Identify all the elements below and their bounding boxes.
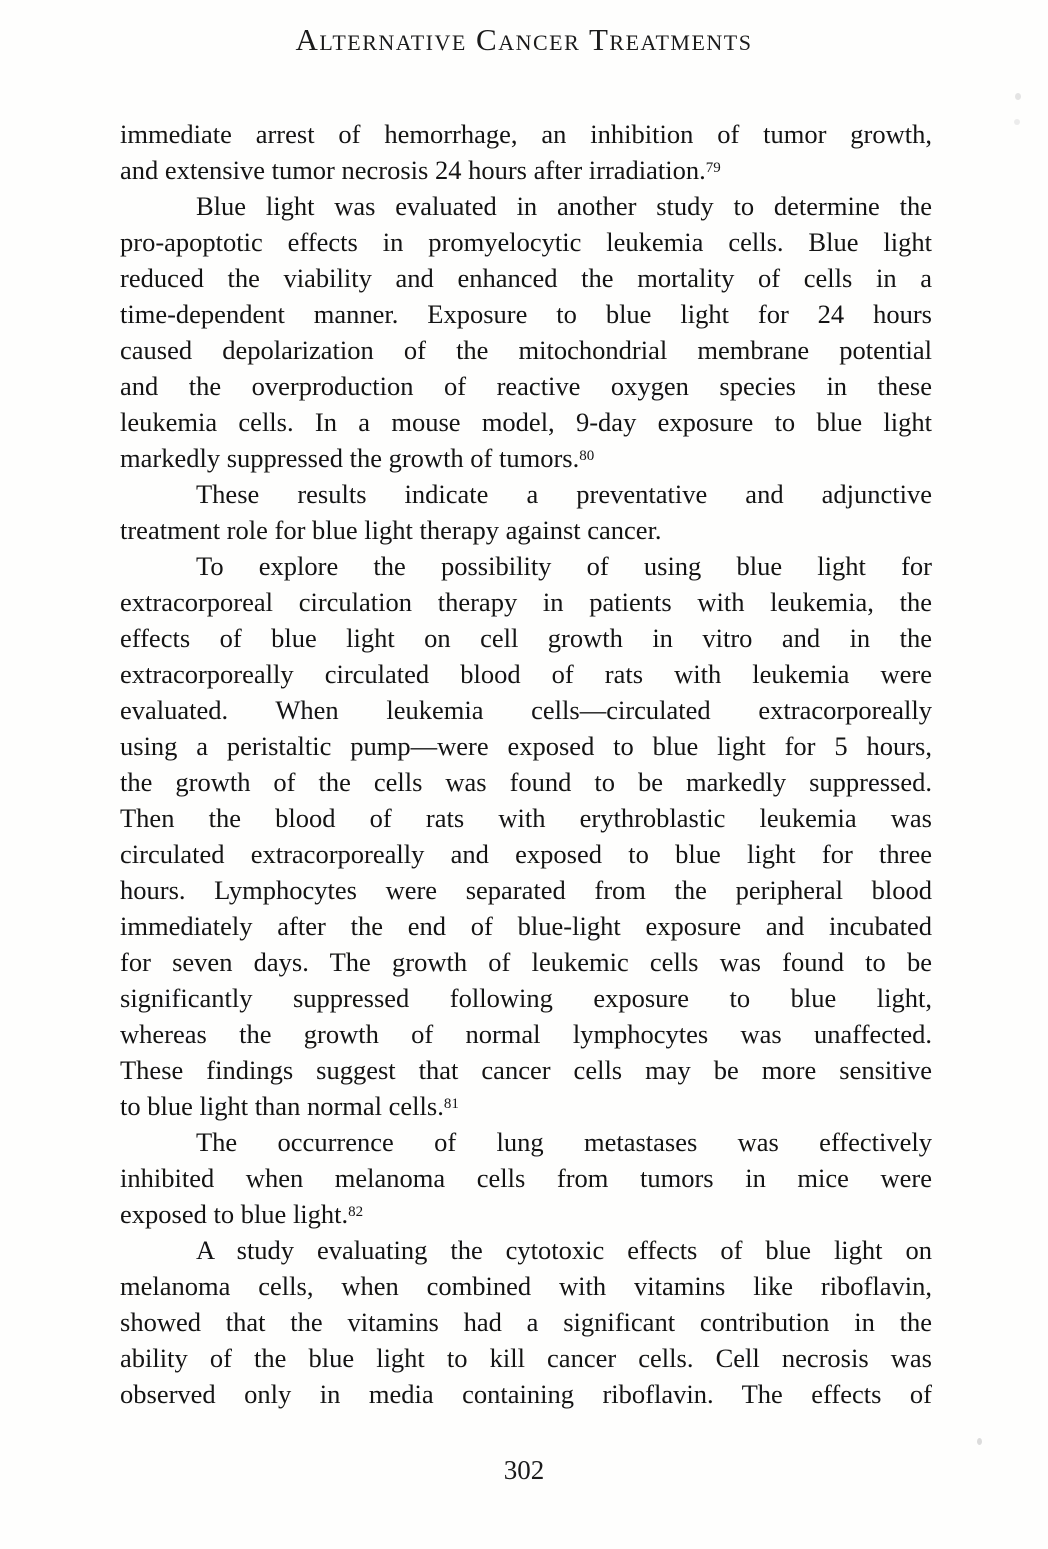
text-line xyxy=(120,404,932,440)
text-line-content: melanoma cells, when combined with vitamins like riboflavin, xyxy=(120,1271,932,1301)
footnote-reference: 81 xyxy=(443,1096,459,1112)
text-line xyxy=(120,1160,932,1196)
text-line xyxy=(120,1340,932,1376)
text-line-content: These findings suggest that cancer cells may be more sensitive xyxy=(120,1055,932,1085)
text-line xyxy=(120,548,932,584)
paragraph xyxy=(120,1232,932,1412)
text-line-content: using a peristaltic pump—were exposed to blue light for 5 hours, xyxy=(120,731,932,761)
text-line-content: A study evaluating the cytotoxic effects of blue light on xyxy=(196,1235,932,1265)
text-line-content: caused depolarization of the mitochondrial membrane potential xyxy=(120,335,932,365)
text-line xyxy=(120,872,932,908)
text-line xyxy=(120,368,932,404)
text-line xyxy=(120,1376,932,1412)
text-block xyxy=(120,116,932,1412)
text-line-content: the growth of the cells was found to be markedly suppressed. xyxy=(120,767,932,797)
paragraph xyxy=(120,116,932,188)
text-line xyxy=(120,1268,932,1304)
text-line xyxy=(120,800,932,836)
text-line-content: evaluated. When leukemia cells—circulated extracorporeally xyxy=(120,695,932,725)
text-line xyxy=(120,152,932,188)
text-line xyxy=(120,620,932,656)
text-line-content: for seven days. The growth of leukemic cells was found to be xyxy=(120,947,932,977)
text-line xyxy=(120,1052,932,1088)
text-line-content: These results indicate a preventative and adjunctive xyxy=(196,479,932,509)
text-line xyxy=(120,1124,932,1160)
scan-artifact xyxy=(977,1438,982,1445)
footnote-reference: 80 xyxy=(579,448,595,464)
text-line-content: The occurrence of lung metastases was effectively xyxy=(196,1127,932,1157)
text-line-content: whereas the growth of normal lymphocytes was unaffected. xyxy=(120,1019,932,1049)
paragraph xyxy=(120,188,932,476)
text-line xyxy=(120,728,932,764)
text-line-content: observed only in media containing riboflavin. The effects of xyxy=(120,1379,932,1409)
text-line xyxy=(120,440,932,476)
text-line-content: immediately after the end of blue-light exposure and incubated xyxy=(120,911,932,941)
text-line xyxy=(120,512,932,548)
text-line xyxy=(120,296,932,332)
text-line xyxy=(120,584,932,620)
text-line-content: and the overproduction of reactive oxygen species in these xyxy=(120,371,932,401)
text-line-content: markedly suppressed the growth of tumors. xyxy=(120,443,580,473)
text-line xyxy=(120,1016,932,1052)
text-line xyxy=(120,1088,932,1124)
text-line xyxy=(120,980,932,1016)
text-line xyxy=(120,656,932,692)
text-line-content: pro-apoptotic effects in promyelocytic leukemia cells. Blue light xyxy=(120,227,932,257)
text-line-content: extracorporeal circulation therapy in patients with leukemia, the xyxy=(120,587,932,617)
text-line-content: hours. Lymphocytes were separated from the peripheral blood xyxy=(120,875,932,905)
text-line-content: and extensive tumor necrosis 24 hours after irradiation. xyxy=(120,155,706,185)
text-line-content: to blue light than normal cells. xyxy=(120,1091,444,1121)
text-line xyxy=(120,1196,932,1232)
text-line-content: time-dependent manner. Exposure to blue light for 24 hours xyxy=(120,299,932,329)
footnote-reference: 82 xyxy=(348,1204,364,1220)
text-line-content: circulated extracorporeally and exposed to blue light for three xyxy=(120,839,932,869)
footnote-reference: 79 xyxy=(705,160,721,176)
text-line-content: ability of the blue light to kill cancer cells. Cell necrosis was xyxy=(120,1343,932,1373)
text-line-content: Then the blood of rats with erythroblastic leukemia was xyxy=(120,803,932,833)
text-line xyxy=(120,116,932,152)
text-line-content: To explore the possibility of using blue light for xyxy=(196,551,932,581)
text-line xyxy=(120,224,932,260)
text-line-content: exposed to blue light. xyxy=(120,1199,349,1229)
scan-artifact xyxy=(1014,119,1020,125)
text-line xyxy=(120,692,932,728)
paragraph xyxy=(120,548,932,1124)
text-line xyxy=(120,188,932,224)
text-line xyxy=(120,476,932,512)
paragraph xyxy=(120,1124,932,1232)
text-line-content: extracorporeally circulated blood of rats with leukemia were xyxy=(120,659,932,689)
scan-artifact xyxy=(1015,93,1021,100)
text-line-content: reduced the viability and enhanced the mortality of cells in a xyxy=(120,263,932,293)
text-line xyxy=(120,908,932,944)
text-line xyxy=(120,1232,932,1268)
text-line-content: showed that the vitamins had a significant contribution in the xyxy=(120,1307,932,1337)
running-head-title: Alternative Cancer Treatments xyxy=(295,22,753,57)
text-line-content: Blue light was evaluated in another study to determine the xyxy=(196,191,932,221)
text-line-content: treatment role for blue light therapy against cancer. xyxy=(120,515,662,545)
text-line xyxy=(120,944,932,980)
text-line-content: significantly suppressed following exposure to blue light, xyxy=(120,983,932,1013)
text-line xyxy=(120,332,932,368)
text-line-content: immediate arrest of hemorrhage, an inhibition of tumor growth, xyxy=(120,119,932,149)
text-line xyxy=(120,260,932,296)
text-line-content: inhibited when melanoma cells from tumors in mice were xyxy=(120,1163,932,1193)
text-line xyxy=(120,836,932,872)
text-line xyxy=(120,764,932,800)
page-number: 302 xyxy=(503,1455,545,1485)
text-line-content: effects of blue light on cell growth in vitro and in the xyxy=(120,623,932,653)
text-line-content: leukemia cells. In a mouse model, 9-day exposure to blue light xyxy=(120,407,932,437)
text-line xyxy=(120,1304,932,1340)
paragraph xyxy=(120,476,932,548)
